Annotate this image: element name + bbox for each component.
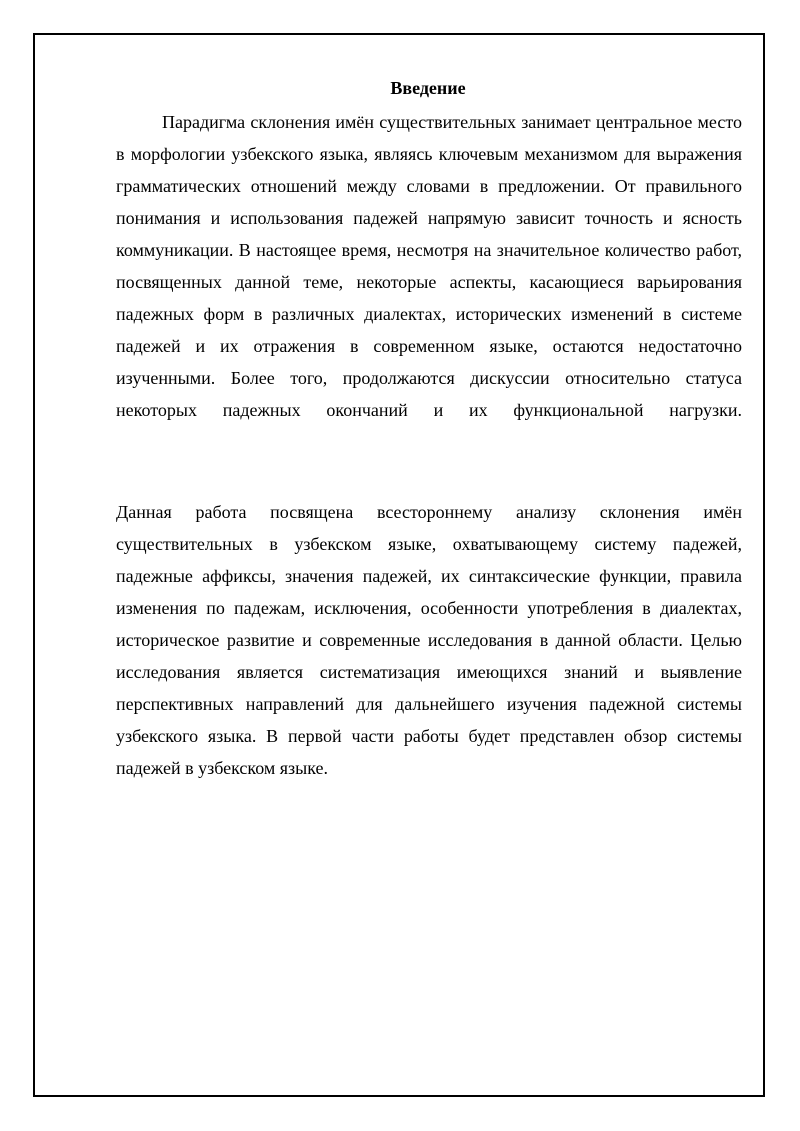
paragraph-purpose: Данная работа посвящена всестороннему анализу склонения имён существительных в узбекском языке, охватывающему систему падежей, падежные аффиксы, значения падежей, их синтаксические функции, правила изменения по падежам, исключения, особенности употребления в диалектах, историческое развитие и современные исследования в данной области. Целью исследования является систематизация имеющихся знаний и выявление перспективных направлений для дальнейшего изучения падежной системы узбекского языка. В первой части работы будет представлен обзор системы падежей в узбекском языке.: [116, 502, 742, 778]
section-heading: Введение: [390, 78, 466, 98]
paragraph-intro: Парадигма склонения имён существительных занимает центральное место в морфологии узбекского языка, являясь ключевым механизмом для выражения грамматических отношений между словами в предложении. От правильного понимания и использования падежей напрямую зависит точность и ясность коммуникации. В настоящее время, несмотря на значительное количество работ, посвященных данной теме, некоторые аспекты, касающиеся варьирования падежных форм в различных диалектах, исторических изменений в системе падежей и их отражения в современном языке, остаются недостаточно изученными. Более того, продолжаются дискуссии относительно статуса некоторых падежных окончаний и их функциональной нагрузки.: [116, 112, 742, 420]
